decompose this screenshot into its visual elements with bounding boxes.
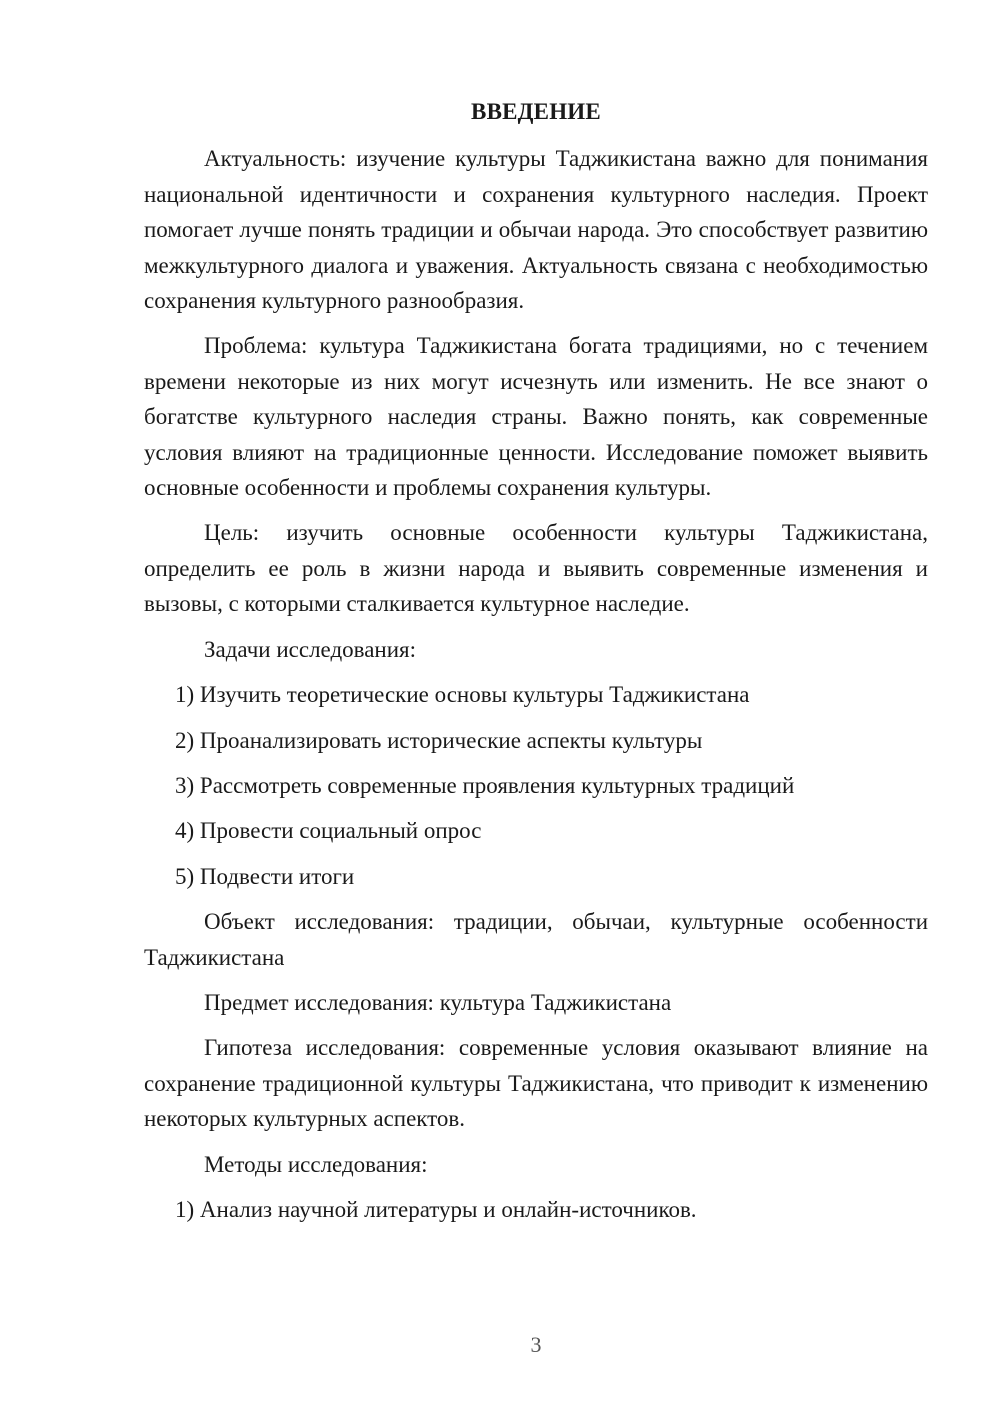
task-item: 3) Рассмотреть современные проявления культурных традиций <box>175 772 795 798</box>
tasks-list <box>144 677 928 894</box>
task-item: 4) Провести социальный опрос <box>175 818 482 844</box>
task-item: 5) Подвести итоги <box>175 863 355 889</box>
relevance-paragraph: Актуальность: изучение культуры Таджикистана важно для понимания национальной идентичности и сохранения культурного наследия. Проект помогает лучше понять традиции и обычаи народа. Это способствует развитию межкультурного диалога и уважения. Актуальность связана с необходимостью сохранения культурного разнообразия. <box>144 146 928 314</box>
tasks-title: Задачи исследования: <box>204 636 417 662</box>
section-heading: ВВЕДЕНИЕ <box>471 99 601 124</box>
page-content <box>144 94 928 1237</box>
goal-paragraph: Цель: изучить основные особенности культуры Таджикистана, определить ее роль в жизни народа и выявить современные изменения и вызовы, с которыми сталкивается культурное наследие. <box>144 520 928 617</box>
page-number: 3 <box>530 1332 542 1357</box>
task-item: 2) Проанализировать исторические аспекты культуры <box>175 727 703 753</box>
methods-title: Методы исследования: <box>204 1151 428 1177</box>
subject-paragraph: Предмет исследования: культура Таджикистана <box>204 989 672 1015</box>
methods-list <box>144 1192 928 1227</box>
object-paragraph: Объект исследования: традиции, обычаи, культурные особенности Таджикистана <box>144 909 928 970</box>
task-item: 1) Изучить теоретические основы культуры Таджикистана <box>175 682 750 708</box>
hypothesis-paragraph: Гипотеза исследования: современные условия оказывают влияние на сохранение традиционной культуры Таджикистана, что приводит к изменению некоторых культурных аспектов. <box>144 1035 928 1132</box>
problem-paragraph: Проблема: культура Таджикистана богата традициями, но с течением времени некоторые из них могут исчезнуть или изменить. Не все знают о богатстве культурного наследия страны. Важно понять, как современные условия влияют на традиционные ценности. Исследование поможет выявить основные особенности и проблемы сохранения культуры. <box>144 333 928 501</box>
method-item: 1) Анализ научной литературы и онлайн-источников. <box>175 1196 697 1222</box>
